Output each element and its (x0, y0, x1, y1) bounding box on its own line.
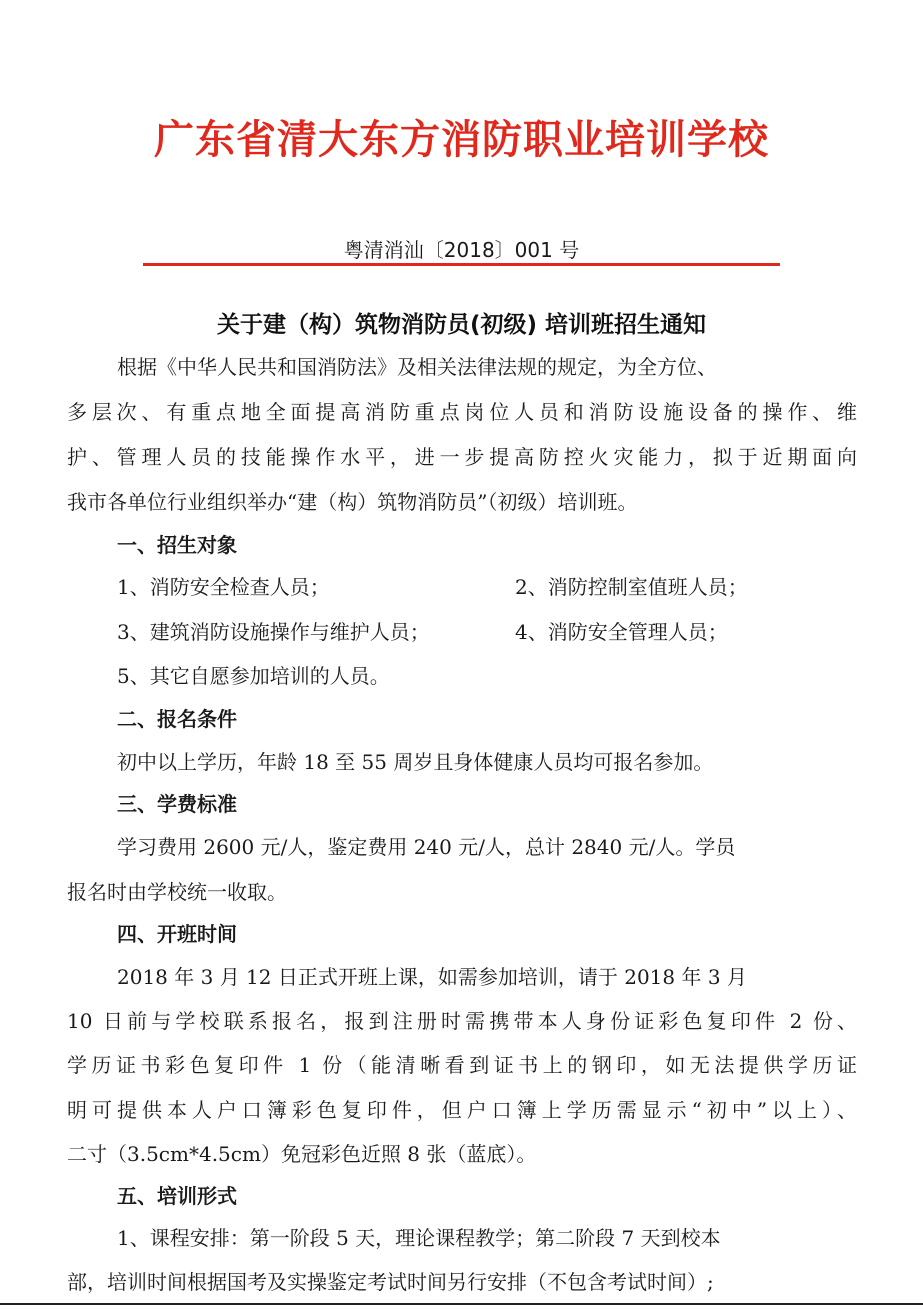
paragraph-line: 10 日前与学校联系报名，报到注册时需携带本人身份证彩色复印件 2 份、 (67, 1009, 857, 1033)
list-item: 5、其它自愿参加培训的人员。 (117, 664, 390, 688)
paragraph-line: 明可提供本人户口簿彩色复印件，但户口簿上学历需显示“初中”以上）、 (67, 1098, 857, 1122)
document-number: 粤清消汕〔2018〕001 号 (343, 238, 580, 262)
paragraph-line: 二寸（3.5cm*4.5cm）免冠彩色近照 8 张（蓝底）。 (67, 1142, 537, 1166)
school-name: 广东省清大东方消防职业培训学校 (154, 117, 769, 163)
paragraph-line: 学习费用 2600 元/人，鉴定费用 240 元/人，总计 2840 元/人。学员 (117, 835, 736, 859)
intro-line-3: 护、管理人员的技能操作水平，进一步提高防控火灾能力，拟于近期面向 (67, 445, 857, 469)
paragraph-line: 1、课程安排：第一阶段 5 天，理论课程教学；第二阶段 7 天到校本 (117, 1226, 721, 1250)
section-heading-3: 三、学费标准 (117, 792, 237, 816)
section-heading-4: 四、开班时间 (117, 922, 237, 946)
page-bottom-edge (0, 1303, 923, 1305)
paragraph-line: 部，培训时间根据国考及实操鉴定考试时间另行安排（不包含考试时间）; (67, 1270, 714, 1294)
section-heading-2: 二、报名条件 (117, 707, 237, 731)
paragraph-line: 初中以上学历，年龄 18 至 55 周岁且身体健康人员均可报名参加。 (117, 750, 714, 774)
paragraph-line: 2018 年 3 月 12 日正式开班上课，如需参加培训，请于 2018 年 3 月 (117, 965, 747, 989)
intro-line-2: 多层次、有重点地全面提高消防重点岗位人员和消防设施设备的操作、维 (67, 400, 857, 424)
intro-line-4: 我市各单位行业组织举办“建（构）筑物消防员”（初级）培训班。 (67, 490, 638, 514)
list-item: 3、建筑消防设施操作与维护人员； (117, 620, 430, 644)
notice-title: 关于建（构）筑物消防员(初级) 培训班招生通知 (216, 312, 707, 338)
list-item: 1、消防安全检查人员； (117, 575, 330, 599)
paragraph-line: 学历证书彩色复印件 1 份（能清晰看到证书上的钢印，如无法提供学历证 (67, 1053, 857, 1077)
list-item: 2、消防控制室值班人员； (515, 575, 748, 599)
section-heading-5: 五、培训形式 (117, 1184, 237, 1208)
section-heading-1: 一、招生对象 (117, 533, 237, 557)
list-item: 4、消防安全管理人员； (515, 620, 728, 644)
red-divider (143, 263, 780, 266)
intro-line-1: 根据《中华人民共和国消防法》及相关法律法规的规定，为全方位、 (117, 355, 717, 379)
paragraph-line: 报名时由学校统一收取。 (67, 880, 287, 904)
